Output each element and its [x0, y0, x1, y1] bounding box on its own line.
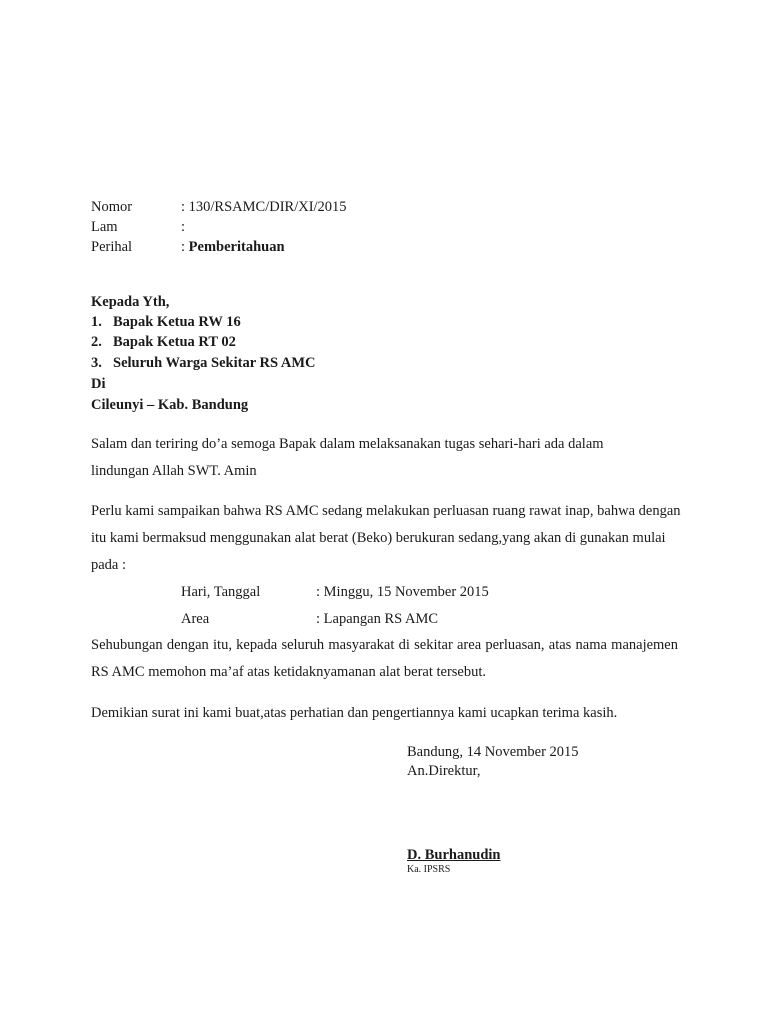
recipient-item-text: Seluruh Warga Sekitar RS AMC: [113, 355, 316, 371]
opening-paragraph: Salam dan teriring do’a semoga Bapak dalam melaksanakan tugas sehari-hari ada dalam lindungan Allah SWT. Amin: [91, 436, 604, 479]
lam-label: Lam: [91, 219, 118, 235]
perihal-value-row: [181, 239, 285, 256]
announcement-paragraph: Perlu kami sampaikan bahwa RS AMC sedang melakukan perluasan ruang rawat inap, bahwa dengan itu kami bermaksud menggunakan alat berat (Beko) berukuran sedang,yang akan di gunakan mulai pada :: [91, 503, 681, 573]
lam-value: :: [181, 219, 186, 235]
perihal-label: Perihal: [91, 239, 133, 255]
signature-on-behalf: An.Direktur,: [407, 763, 481, 779]
recipient-location: Cileunyi – Kab. Bandung: [91, 397, 249, 413]
recipient-item: [91, 314, 241, 331]
nomor-value: : 130/RSAMC/DIR/XI/2015: [181, 199, 347, 215]
perihal-colon: :: [181, 239, 186, 255]
recipient-item: [91, 355, 316, 372]
recipient-item-text: Bapak Ketua RT 02: [113, 334, 236, 350]
recipient-greeting: Kepada Yth,: [91, 294, 170, 310]
recipient-di: Di: [91, 376, 106, 392]
nomor-label: Nomor: [91, 199, 133, 215]
signatory-name: D. Burhanudin: [407, 847, 501, 863]
recipient-item-number: 2.: [91, 334, 102, 350]
apology-paragraph: Sehubungan dengan itu, kepada seluruh masyarakat di sekitar area perluasan, atas nama manajemen RS AMC memohon ma’af atas ketidaknyamanan alat berat tersebut.: [91, 637, 678, 680]
recipient-item-number: 3.: [91, 355, 102, 371]
detail-value: : Minggu, 15 November 2015: [316, 584, 489, 600]
signatory-title: Ka. IPSRS: [407, 864, 451, 875]
signature-place-date: Bandung, 14 November 2015: [407, 744, 579, 760]
recipient-item-number: 1.: [91, 314, 102, 330]
recipient-item: [91, 334, 236, 351]
perihal-value: Pemberitahuan: [188, 239, 285, 255]
recipient-item-text: Bapak Ketua RW 16: [113, 314, 241, 330]
closing-paragraph: Demikian surat ini kami buat,atas perhatian dan pengertiannya kami ucapkan terima kasih.: [91, 705, 618, 721]
detail-value: : Lapangan RS AMC: [316, 611, 439, 627]
detail-label: Area: [181, 611, 210, 627]
detail-label: Hari, Tanggal: [181, 584, 261, 600]
